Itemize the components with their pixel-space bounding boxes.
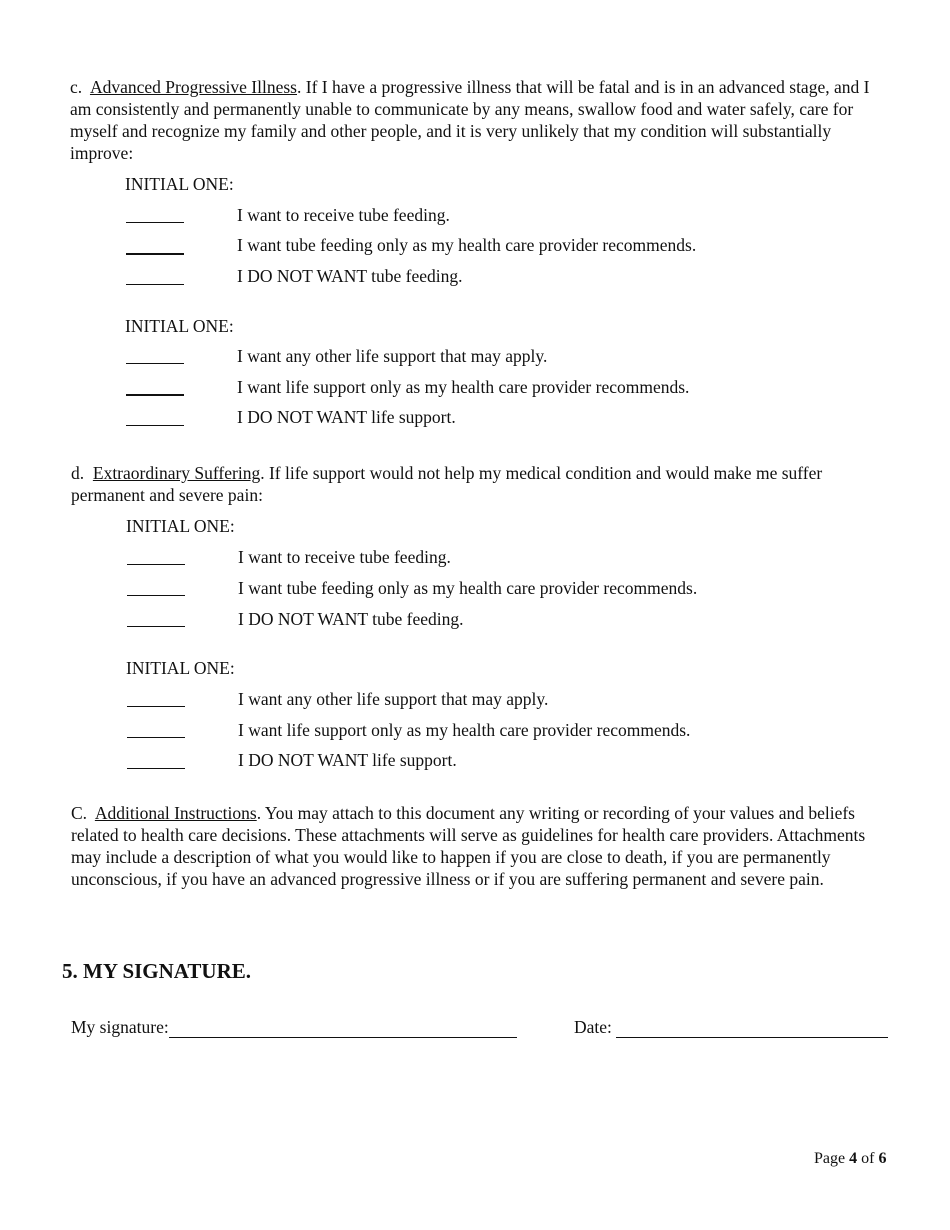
- signature-label: My signature:: [71, 1017, 169, 1037]
- initial-blank[interactable]: [127, 595, 185, 596]
- option-text: I want life support only as my health care provider recommends.: [238, 720, 691, 740]
- option-text: I DO NOT WANT tube feeding.: [238, 609, 464, 629]
- initial-blank[interactable]: [127, 737, 185, 738]
- section-c-group1-label: INITIAL ONE:: [125, 174, 234, 194]
- page-current: 4: [849, 1150, 858, 1167]
- option-text: I DO NOT WANT life support.: [237, 407, 456, 427]
- section-c-group2-label: INITIAL ONE:: [125, 316, 234, 336]
- signature-heading: 5. MY SIGNATURE.: [62, 959, 252, 983]
- option-text: I want to receive tube feeding.: [238, 547, 451, 567]
- section-c-text: . If I have a progressive illness that will be fatal and is in an advanced stage, and I am consistently and permanently unable to communicate by any means, swallow food and water safely, care for myself and recognize my family and other people, and it is very unlikely that my condition will substantially improve:: [70, 77, 870, 163]
- signature-line[interactable]: [169, 1019, 517, 1038]
- date-label: Date:: [574, 1017, 612, 1037]
- option-text: I want tube feeding only as my health care provider recommends.: [237, 235, 697, 255]
- initial-blank[interactable]: [127, 564, 185, 565]
- section-d-title: Extraordinary Suffering: [92, 463, 261, 483]
- option-text: I DO NOT WANT tube feeding.: [237, 266, 463, 286]
- option-text: I want to receive tube feeding.: [237, 205, 450, 225]
- section-C-title: Additional Instructions: [94, 803, 257, 823]
- initial-blank[interactable]: [126, 284, 184, 285]
- initial-blank[interactable]: [126, 222, 184, 223]
- option-text: I want tube feeding only as my health care provider recommends.: [238, 578, 698, 598]
- section-C-prefix: C.: [71, 803, 88, 823]
- signature-row: [71, 1016, 517, 1038]
- section-c-paragraph: [70, 76, 890, 164]
- of-word: of: [861, 1150, 875, 1167]
- section-d-group2-label: INITIAL ONE:: [126, 658, 235, 678]
- initial-blank[interactable]: [126, 363, 184, 364]
- page-number: [814, 1148, 886, 1170]
- option-text: I want any other life support that may apply.: [237, 346, 548, 366]
- initial-blank[interactable]: [127, 768, 185, 769]
- section-d-group1-label: INITIAL ONE:: [126, 516, 235, 536]
- date-line[interactable]: [616, 1019, 888, 1038]
- option-text: I want life support only as my health care provider recommends.: [237, 377, 690, 397]
- page-word: Page: [814, 1150, 846, 1167]
- date-row: [574, 1016, 888, 1038]
- section-d-paragraph: [71, 462, 891, 506]
- initial-blank[interactable]: [126, 394, 184, 396]
- initial-blank[interactable]: [126, 253, 184, 255]
- section-c-title: Advanced Progressive Illness: [89, 77, 297, 97]
- section-additional-instructions: [71, 802, 879, 890]
- section-d-text: . If life support would not help my medical condition and would make me suffer permanent and severe pain:: [71, 463, 823, 505]
- initial-blank[interactable]: [127, 706, 185, 707]
- section-C-text: . You may attach to this document any writing or recording of your values and beliefs related to health care decisions. These attachments will serve as guidelines for health care providers. Attachments may include a description of what you would like to happen if you are close to death, if you are permanently unconscious, if you have an advanced progressive illness or if you are suffering permanent and severe pain.: [71, 803, 866, 889]
- option-text: I want any other life support that may apply.: [238, 689, 549, 709]
- initial-blank[interactable]: [127, 626, 185, 627]
- page-total: 6: [878, 1150, 887, 1167]
- option-text: I DO NOT WANT life support.: [238, 750, 457, 770]
- section-c-prefix: c.: [70, 77, 83, 97]
- initial-blank[interactable]: [126, 425, 184, 426]
- section-d-prefix: d.: [71, 463, 85, 483]
